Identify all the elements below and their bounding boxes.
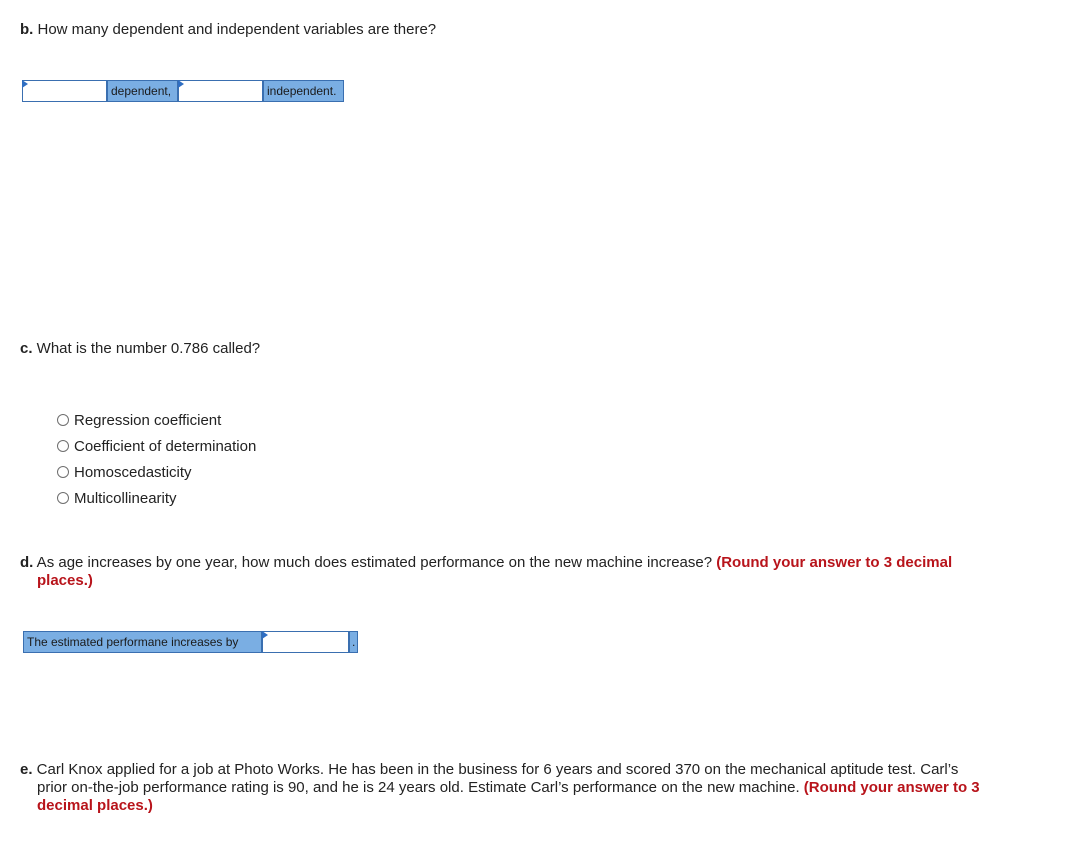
- question-c-text: What is the number 0.786 called?: [32, 340, 261, 357]
- question-b-letter: b.: [20, 21, 34, 38]
- independent-input-wrap: [178, 80, 263, 102]
- option-label: Regression coefficient: [74, 411, 222, 429]
- dependent-count-input[interactable]: [22, 80, 107, 102]
- radio-button[interactable]: [57, 440, 69, 452]
- question-c-options: [57, 407, 256, 511]
- question-b-answer-row: [22, 80, 344, 102]
- question-d: [20, 554, 957, 590]
- dependent-input-wrap: [22, 80, 107, 102]
- independent-label: independent.: [263, 80, 344, 102]
- option-regression-coefficient[interactable]: [57, 407, 256, 433]
- question-d-letter: d.: [20, 554, 34, 571]
- option-label: Coefficient of determination: [74, 437, 257, 455]
- option-multicollinearity[interactable]: [57, 485, 256, 511]
- question-b: [20, 21, 436, 39]
- radio-button[interactable]: [57, 414, 69, 426]
- option-homoscedasticity[interactable]: [57, 459, 256, 485]
- question-e-instruction: (Round your answer to 3 decimal places.): [37, 779, 980, 814]
- radio-button[interactable]: [57, 466, 69, 478]
- independent-count-input[interactable]: [178, 80, 263, 102]
- question-d-instruction: (Round your answer to 3 decimal places.): [37, 554, 953, 589]
- option-coefficient-of-determination[interactable]: [57, 433, 256, 459]
- performance-input-wrap: [262, 631, 349, 653]
- radio-button[interactable]: [57, 492, 69, 504]
- question-e-text: Carl Knox applied for a job at Photo Works. He has been in the business for 6 years and scored 370 on the mechanical aptitude test. Carl’s prior on-the-job performance rating is 90, and he is 24 years old. Estimate Carl’s performance on the new machine.: [32, 761, 959, 796]
- question-c: [20, 340, 260, 358]
- question-e-letter: e.: [20, 761, 33, 778]
- question-d-answer-row: [23, 631, 358, 653]
- performance-increase-input[interactable]: [262, 631, 349, 653]
- dependent-label: dependent,: [107, 80, 178, 102]
- performance-increase-label: The estimated performane increases by: [23, 631, 262, 653]
- period-label: .: [349, 631, 358, 653]
- option-label: Multicollinearity: [74, 489, 177, 507]
- option-label: Homoscedasticity: [74, 463, 192, 481]
- question-e: [20, 761, 987, 815]
- question-c-letter: c.: [20, 340, 33, 357]
- question-d-text: As age increases by one year, how much does estimated performance on the new machine increase?: [33, 554, 717, 571]
- question-b-text: How many dependent and independent variables are there?: [33, 21, 437, 38]
